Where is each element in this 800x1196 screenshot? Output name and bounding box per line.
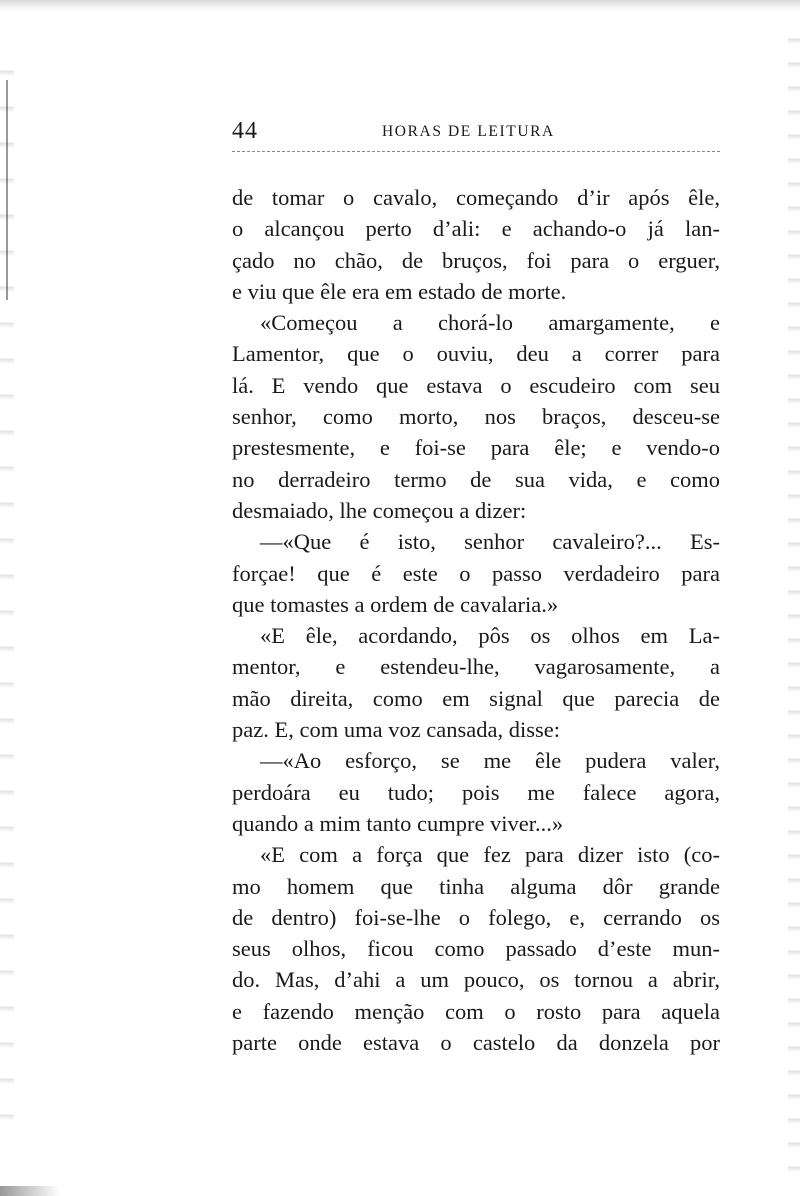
text-line: quando a mim tanto cumpre viver...» [232, 810, 564, 836]
text-line: prestesmente, e foi-se para êle; e vendo-o [232, 435, 720, 461]
header-rule [232, 151, 720, 152]
text-line: senhor, como morto, nos braços, desceu-se [232, 404, 720, 430]
text-line: de tomar o cavalo, começando d’ir após êle, [232, 185, 720, 210]
text-line: de dentro) foi-se-lhe o folego, e, cerrando os [232, 904, 720, 930]
text-line: parte onde estava o castelo da donzela por [232, 1030, 720, 1056]
text-line: que tomastes a ordem de cavalaria.» [232, 591, 559, 617]
scan-top-smudge [0, 0, 800, 12]
text-line: çado no chão, de bruços, foi para o erguer, [232, 247, 720, 273]
text-line: forçae! que é este o passo verdadeiro para [232, 560, 720, 586]
text-line: mão direita, como em signal que parecia de [232, 685, 720, 711]
text-line: paz. E, com uma voz cansada, disse: [232, 717, 561, 743]
text-line: —«Que é isto, senhor cavaleiro?... Es- [260, 529, 720, 555]
text-line: —«Ao esforço, se me êle pudera valer, [260, 748, 720, 774]
running-title: HORAS DE LEITURA [382, 123, 555, 140]
scan-right-edge [788, 20, 800, 1180]
text-line: «E com a força que fez para dizer isto (co- [260, 842, 720, 868]
page-header [232, 118, 720, 150]
text-line: e fazendo menção com o rosto para aquela [232, 998, 720, 1024]
text-line: lá. E vendo que estava o escudeiro com seu [232, 372, 720, 398]
body-text [232, 182, 720, 1058]
text-line: «Começou a chorá-lo amargamente, e [260, 310, 720, 336]
text-line: desmaiado, lhe começou a dizer: [232, 497, 527, 523]
text-line: no derradeiro termo de sua vida, e como [232, 466, 720, 492]
text-line: do. Mas, d’ahi a um pouco, os tornou a abrir, [232, 967, 720, 993]
text-line: mentor, e estendeu-lhe, vagarosamente, a [232, 654, 720, 680]
text-line: e viu que êle era em estado de morte. [232, 278, 567, 304]
text-line: Lamentor, que o ouviu, deu a correr para [232, 341, 720, 367]
text-line: «E êle, acordando, pôs os olhos em La- [260, 623, 720, 649]
scan-left-line [6, 80, 8, 300]
text-line: seus olhos, ficou como passado d’este mun- [232, 936, 720, 962]
text-line: perdoára eu tudo; pois me falece agora, [232, 779, 720, 805]
scan-bottom-corner [0, 1186, 60, 1196]
text-line: mo homem que tinha alguma dôr grande [232, 873, 720, 899]
page-number: 44 [232, 118, 258, 144]
text-line: o alcançou perto d’ali: e achando-o já lan- [232, 216, 720, 242]
